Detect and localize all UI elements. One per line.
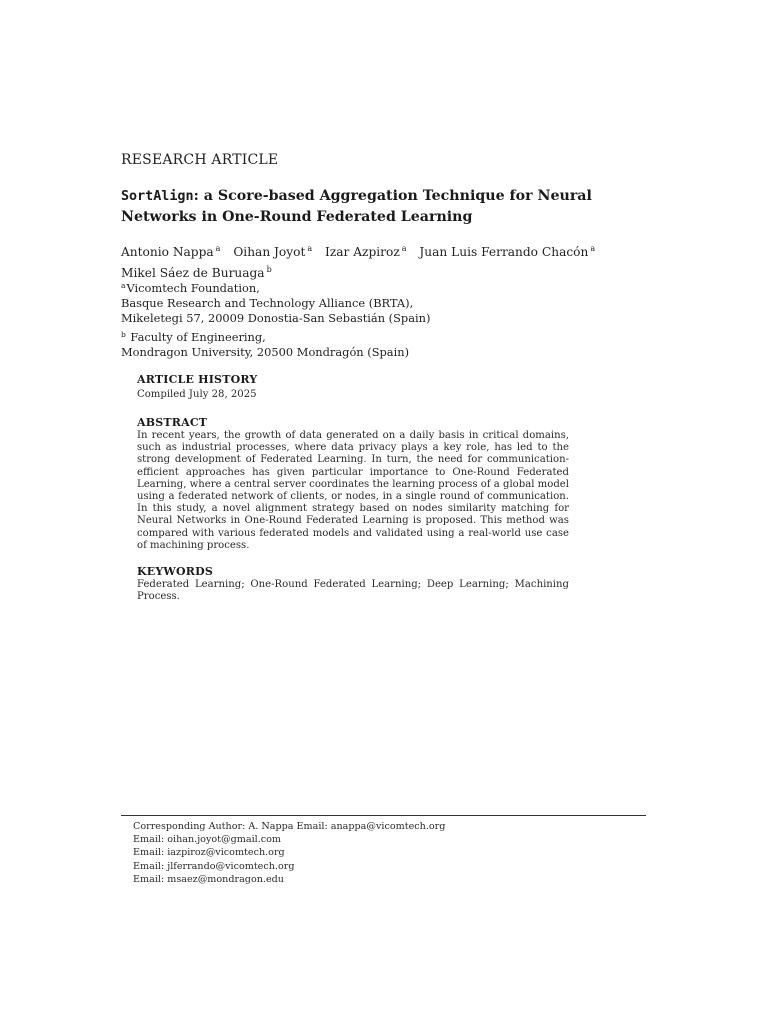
author-affil-mark: a — [590, 244, 596, 253]
footnote-divider — [121, 815, 646, 816]
keywords-heading: KEYWORDS — [137, 565, 213, 578]
footnote-line: Email: jlferrando@vicomtech.org — [133, 860, 295, 872]
title-method-name: SortAlign — [121, 189, 194, 204]
author-affil-mark: a — [401, 244, 407, 253]
author: Antonio Nappa $^a$ — [121, 244, 221, 259]
affiliation-b-line2: Mondragon University, 20500 Mondragón (Spain) — [121, 344, 410, 359]
article-history-section — [137, 373, 569, 401]
title-text-line1: : a Score-based Aggregation Technique for Neural — [193, 188, 592, 204]
affiliations — [121, 278, 641, 360]
affiliation-a-line2: Basque Research and Technology Alliance (BRTA), — [121, 296, 414, 311]
footnote-line: Email: iazpiroz@vicomtech.org — [133, 847, 285, 859]
keywords-section — [137, 565, 569, 603]
title-text-line2: Networks in One-Round Federated Learning — [121, 209, 473, 225]
footnote-line: Email: msaez@mondragon.edu — [133, 873, 284, 885]
keywords-text: Federated Learning; One-Round Federated Learning; Deep Learning; Machining Process. — [137, 579, 569, 603]
footnote-line: Corresponding Author: A. Nappa Email: anappa@vicomtech.org — [133, 821, 446, 832]
footnote-line: Email: oihan.joyot@gmail.com — [133, 834, 281, 846]
author: Mikel Sáez de Buruaga $^b$ — [121, 265, 272, 280]
article-history-heading: ARTICLE HISTORY — [137, 373, 258, 386]
article-history-text: Compiled July 28, 2025 — [137, 389, 257, 400]
abstract-text: In recent years, the growth of data generated on a daily basis in critical domains, such as industrial processes, where data privacy plays a key role, has led to the strong development of Federated Learning. In turn, the need for communication-efficient approaches has given particular importance to One-Round Federated Learning, where a central server coordinates the learning process of a global model using a federated network of clients, or nodes, in a single round of communication. In this study, a novel alignment strategy based on nodes similarity matching for Neural Networks in One-Round Federated Learning is proposed. This method was compared with various federated models and validated using a real-world use case of machining process. — [137, 430, 569, 551]
article-type-label: RESEARCH ARTICLE — [121, 152, 279, 168]
author: Oihan Joyot $^a$ — [233, 244, 313, 259]
affiliation-a-line1: $^a$Vicomtech Foundation, — [121, 281, 260, 295]
author: Izar Azpiroz $^a$ — [325, 244, 407, 259]
author-affil-mark: a — [307, 244, 313, 253]
affiliation-b-line1: $^b$ Faculty of Engineering, — [121, 329, 266, 344]
footnote — [133, 820, 643, 886]
author: Juan Luis Ferrando Chacón $^a$ — [419, 244, 596, 259]
author-list — [121, 240, 661, 282]
abstract-heading: ABSTRACT — [137, 416, 208, 429]
abstract-section — [137, 416, 569, 552]
affiliation-a-line3: Mikeletegi 57, 20009 Donostia-San Sebastián (Spain) — [121, 311, 431, 326]
author-affil-mark: a — [215, 244, 221, 253]
author-affil-mark: b — [266, 265, 272, 274]
paper-title — [121, 186, 641, 227]
